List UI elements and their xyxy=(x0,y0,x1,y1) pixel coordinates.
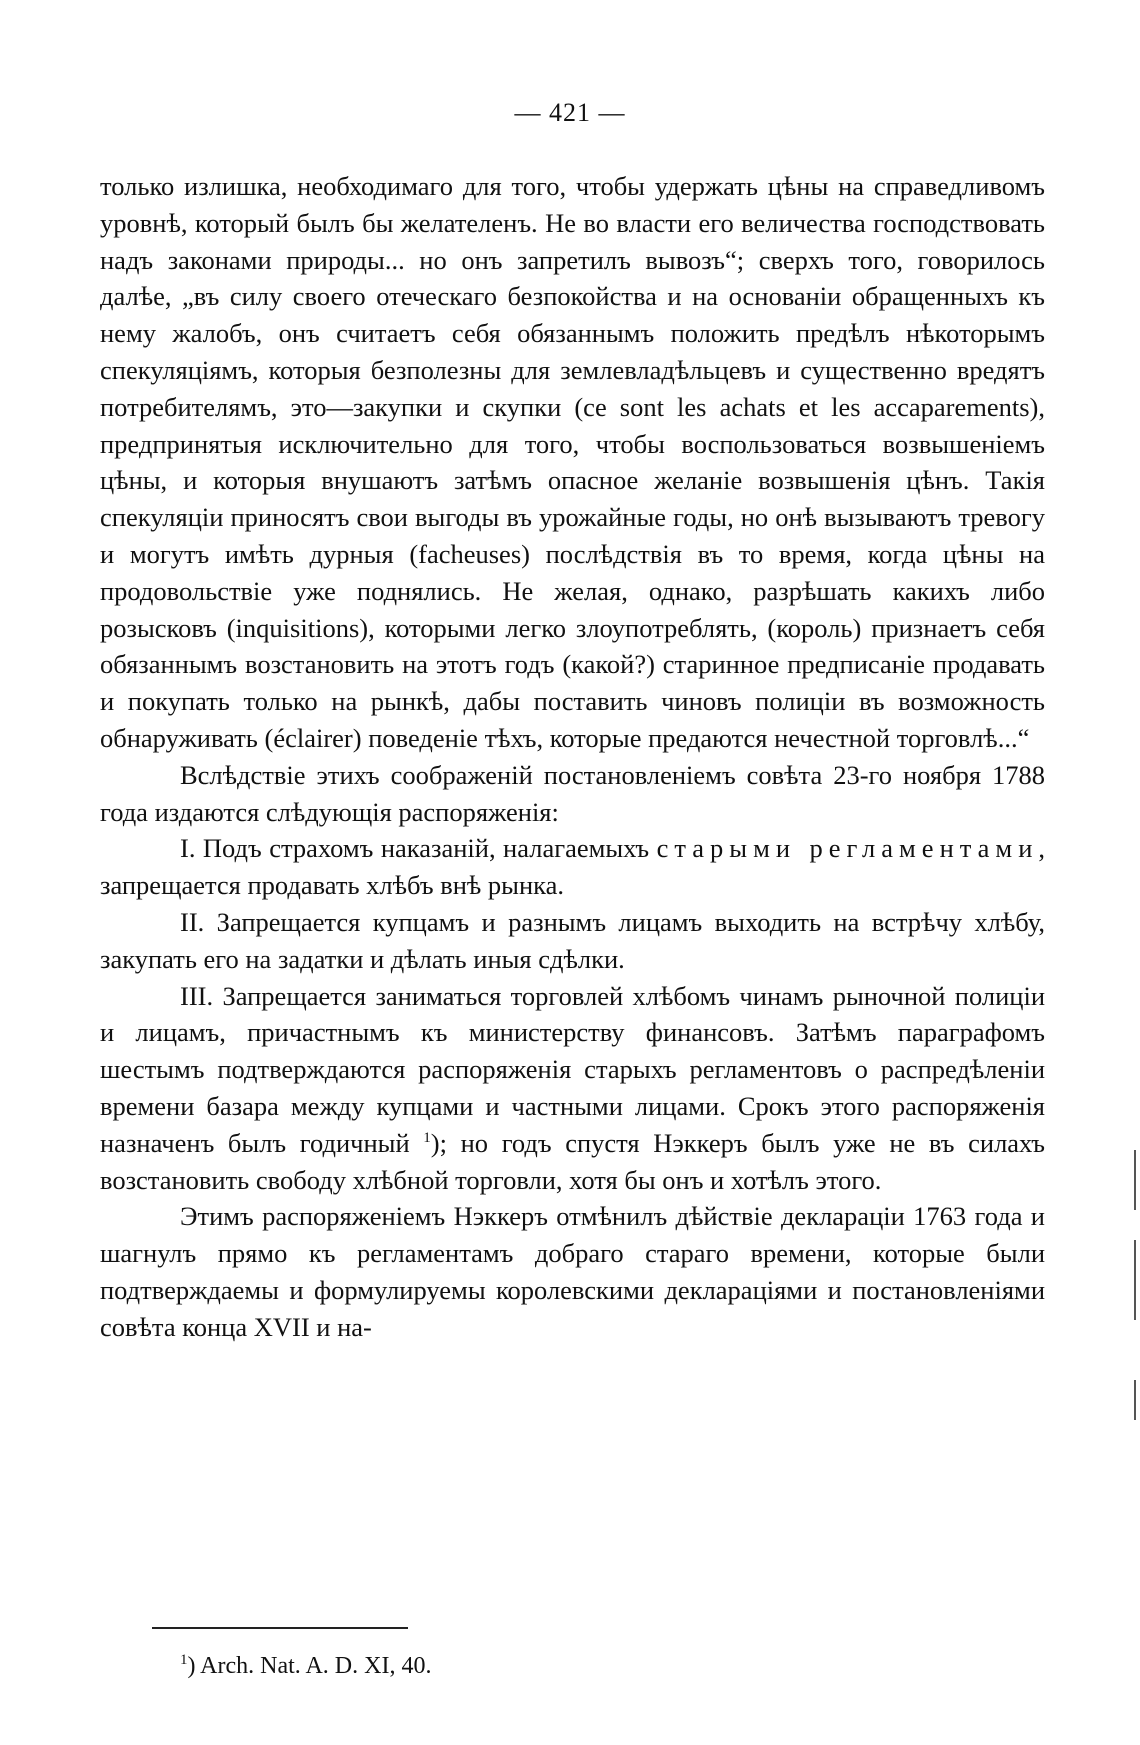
scan-edge-mark xyxy=(1134,1380,1136,1420)
page-number: — 421 — xyxy=(514,98,626,127)
paragraph-5-end: ); но годъ спустя Нэккеръ былъ уже не въ силахъ возстановить свободу хлѣбной торговли, хотя бы онъ и хотѣлъ этого. xyxy=(100,1127,1045,1195)
footnote-marker: 1 xyxy=(180,1652,188,1668)
main-text xyxy=(100,168,1045,1346)
paragraph-3-start: I. Подъ страхомъ наказаній, налагаемыхъ xyxy=(180,833,657,864)
paragraph-2: Вслѣдствіе этихъ соображеній постановленіемъ совѣта 23-го ноября 1788 года издаются слѣдующія распоряженія: xyxy=(100,759,1045,827)
paragraph-5-start: III. Запрещается заниматься торговлей хлѣбомъ чинамъ рыночной полиціи и лицамъ, причастнымъ къ министерству финансовъ. Затѣмъ параграфомъ шестымъ подтверждаются распоряженія старыхъ регламентовъ о распредѣленіи времени базара между купцами и частными лицами. Срокъ этого распоряженія назначенъ былъ годичный xyxy=(100,980,1045,1158)
paragraph-3 xyxy=(100,830,1045,904)
scan-edge-mark xyxy=(1134,1240,1136,1320)
paragraph-1: только излишка, необходимаго для того, чтобы удержать цѣны на справедливомъ уровнѣ, который былъ бы желателенъ. Не во власти его величества господствовать надъ законами природы... но онъ запретилъ вывозъ“; сверхъ того, говорилось далѣе, „въ силу своего отеческаго безпокойства и на основаніи обращенныхъ къ нему жалобъ, онъ считаетъ себя обязаннымъ положить предѣлъ нѣкоторымъ спекуляціямъ, которыя безполезны для землевладѣльцевъ и существенно вредятъ потребителямъ, это—закупки и скупки (ce sont les achats et les accaparements), предпринятыя исключительно для того, чтобы воспользоваться возвышеніемъ цѣны, и которыя внушаютъ затѣмъ опасное желаніе возвышенія цѣнъ. Такія спекуляціи приносятъ свои выгоды въ урожайные годы, но онѣ вызываютъ тревогу и могутъ имѣть дурныя (facheuses) послѣдствія въ то время, когда цѣны на продовольствіе уже поднялись. Не желая, однако, разрѣшать какихъ либо розысковъ (inquisitions), которыми легко злоупотреблять, (король) признаетъ себя обязаннымъ возстановить на этотъ годъ (какой?) старинное предписаніе продавать и покупать только на рынкѣ, дабы поставить чиновъ полиціи въ возможность обнаруживать (éclairer) поведеніе тѣхъ, которые предаются нечестной торговлѣ...“ xyxy=(100,171,1045,753)
paragraph-4: II. Запрещается купцамъ и разнымъ лицамъ выходить на встрѣчу хлѣбу, закупать его на задатки и дѣлать иныя сдѣлки. xyxy=(100,906,1045,974)
scan-edge-mark xyxy=(1134,1150,1136,1210)
footnote xyxy=(180,1651,431,1681)
paragraph-6: Этимъ распоряженіемъ Нэккеръ отмѣнилъ дѣйствіе деклараціи 1763 года и шагнулъ прямо къ регламентамъ добраго стараго времени, которые были подтверждаемы и формулируемы королевскими деклараціями и постановленіями совѣта конца XVII и на- xyxy=(100,1201,1045,1342)
paragraph-5 xyxy=(100,978,1045,1199)
emphasized-text: старыми регламентами xyxy=(656,833,1039,864)
footnote-reference: 1 xyxy=(423,1129,431,1146)
paragraph-3-end: , запрещается продавать хлѣбъ внѣ рынка. xyxy=(100,833,1045,901)
footnote-divider xyxy=(152,1627,408,1629)
footnote-text: ) Arch. Nat. A. D. XI, 40. xyxy=(187,1653,432,1679)
